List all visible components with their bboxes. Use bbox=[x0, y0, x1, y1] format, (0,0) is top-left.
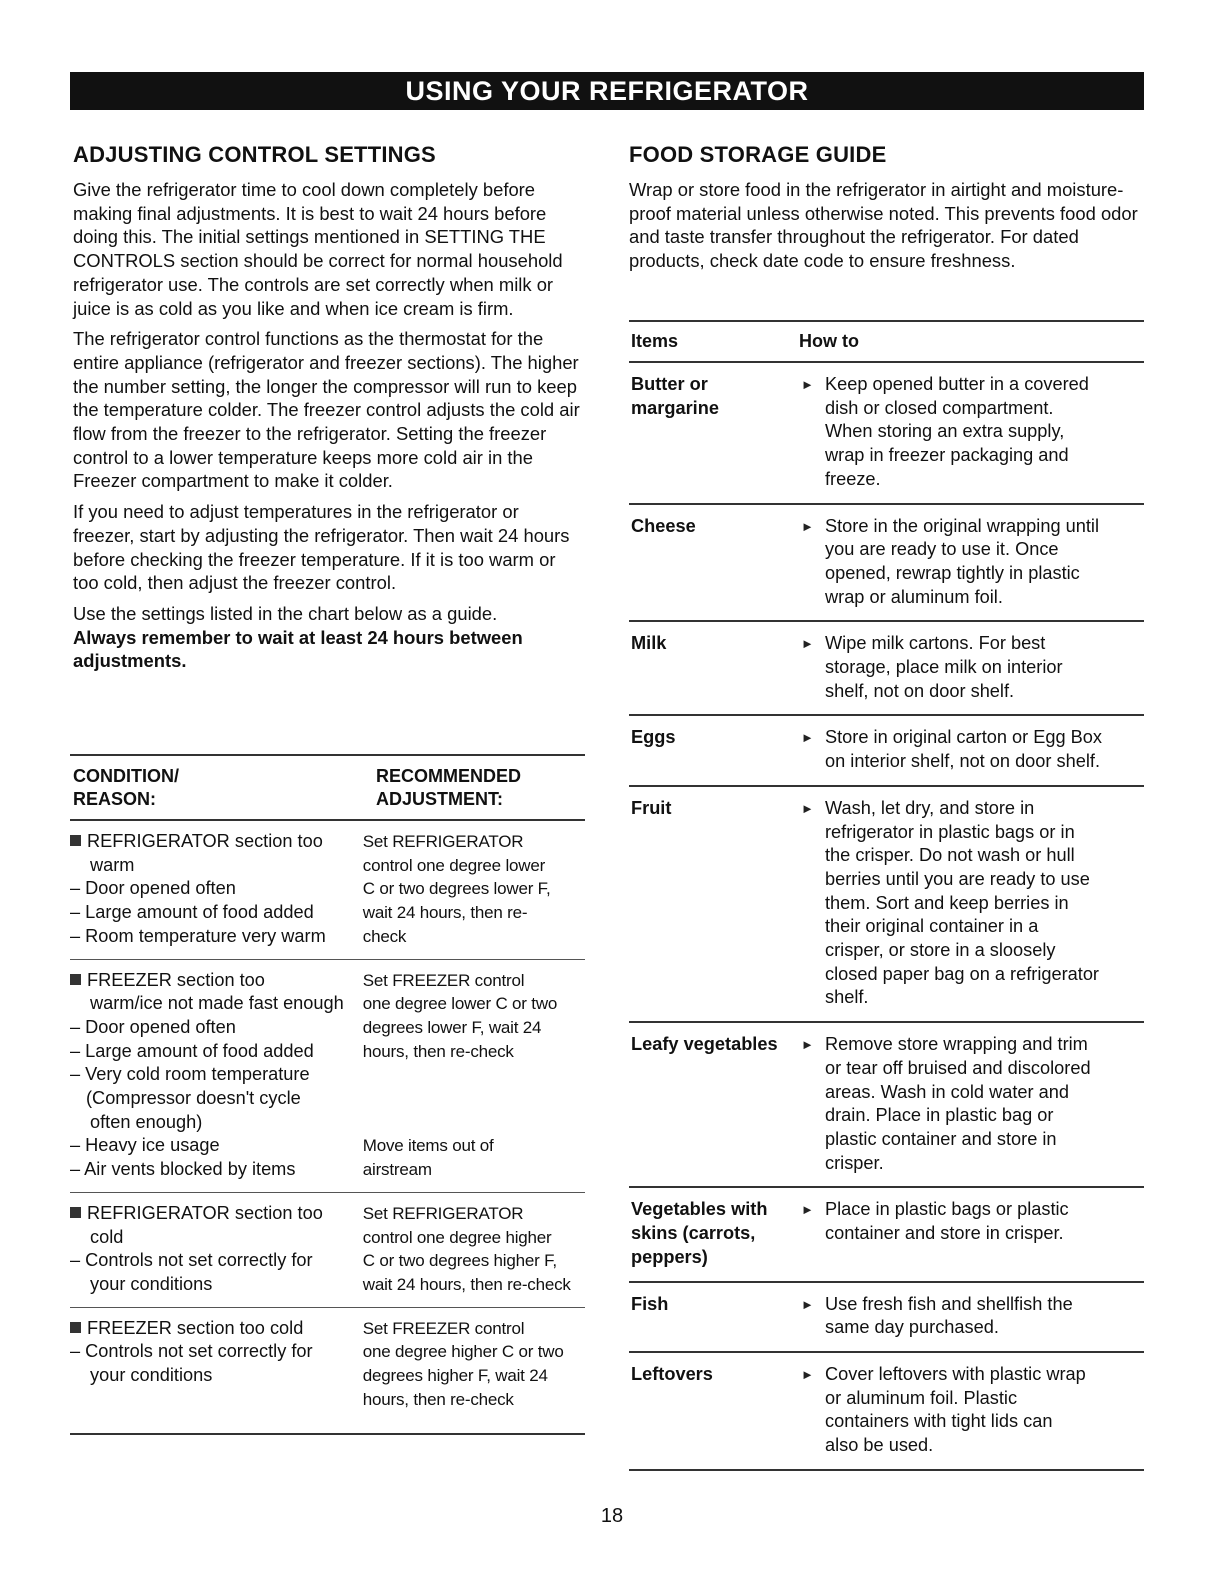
adjusting-bold-note: Always remember to wait at least 24 hours between adjustments. bbox=[73, 626, 523, 672]
adjusting-heading: ADJUSTING CONTROL SETTINGS bbox=[73, 142, 436, 167]
reason: your conditions bbox=[90, 1365, 213, 1386]
adjustment-text: degrees lower F, wait 24 bbox=[362, 1017, 542, 1037]
storage-instruction: Store in the original wrapping until bbox=[825, 515, 1099, 536]
storage-instruction: Use fresh fish and shellfish the bbox=[825, 1293, 1073, 1314]
adjusting-paragraph: The refrigerator control functions as the thermostat for the entire appliance (refrigerator and freezer sections). The higher the number setting, the longer the compressor will run to keep the temperature colder. The freezer control adjusts the cold air flow from the freezer to the refrigerator. Setting the freezer control to a lower temperature keeps more cold air in the Freezer compartment to make it colder. bbox=[73, 328, 580, 492]
adjustment-text: degrees higher F, wait 24 bbox=[362, 1366, 548, 1386]
storage-item-name: Milk bbox=[631, 633, 667, 654]
adjustment-text: wait 24 hours, then re- bbox=[362, 903, 528, 923]
storage-instruction: crisper, or store in a sloosely bbox=[825, 940, 1056, 961]
adjustment-text: control one degree lower bbox=[362, 855, 546, 875]
storage-row bbox=[629, 787, 1144, 1021]
storage-instruction: crisper. bbox=[825, 1152, 884, 1173]
storage-instruction: their original container in a bbox=[825, 916, 1039, 937]
adjusting-paragraph: Give the refrigerator time to cool down completely before making final adjustments. It is best to wait 24 hours before doing this. The initial settings mentioned in SETTING THE CONTROLS section should be correct for normal household refrigerator use. The controls are set correctly when milk or juice is as cold as you like and when ice cream is firm. bbox=[73, 179, 563, 319]
adjustment-text: C or two degrees lower F, bbox=[362, 879, 551, 899]
adjustment-text: C or two degrees higher F, bbox=[362, 1251, 557, 1271]
storage-instruction: wrap in freezer packaging and bbox=[825, 445, 1069, 466]
storage-instruction: refrigerator in plastic bags or in bbox=[825, 821, 1075, 842]
condition-title: REFRIGERATOR section too bbox=[87, 1202, 323, 1223]
storage-instruction: shelf. bbox=[825, 987, 869, 1008]
reason: your conditions bbox=[90, 1273, 213, 1294]
header-items: Items bbox=[631, 331, 679, 351]
storage-instruction: Wipe milk cartons. For best bbox=[825, 633, 1046, 654]
adjustment-text: airstream bbox=[362, 1160, 432, 1180]
reason: often enough) bbox=[90, 1111, 203, 1132]
arrow-bullet-icon: ► bbox=[801, 800, 814, 816]
storage-instruction: wrap or aluminum foil. bbox=[825, 586, 1003, 607]
adjustment-text: wait 24 hours, then re-check bbox=[362, 1274, 571, 1294]
page-banner: USING YOUR REFRIGERATOR bbox=[70, 72, 1144, 110]
storage-instruction: Keep opened butter in a covered bbox=[825, 374, 1089, 394]
storage-row bbox=[629, 1283, 1144, 1351]
adjusting-section bbox=[73, 142, 585, 673]
storage-item-name: Eggs bbox=[631, 727, 676, 748]
storage-instruction: Remove store wrapping and trim bbox=[825, 1034, 1088, 1055]
reason: – Heavy ice usage bbox=[70, 1135, 220, 1156]
header-reason: REASON: bbox=[73, 789, 157, 809]
storage-instruction: When storing an extra supply, bbox=[825, 421, 1065, 442]
storage-item-name: Fish bbox=[631, 1293, 669, 1314]
condition-title: REFRIGERATOR section too bbox=[87, 831, 323, 851]
adjustment-text: control one degree higher bbox=[362, 1227, 552, 1247]
header-recommended: RECOMMENDED bbox=[376, 766, 522, 786]
reason: – Door opened often bbox=[70, 1016, 236, 1037]
header-condition: CONDITION/ bbox=[73, 766, 179, 786]
adjustment-table-header bbox=[70, 756, 585, 819]
arrow-bullet-icon: ► bbox=[801, 1202, 814, 1218]
storage-instruction: dish or closed compartment. bbox=[825, 397, 1054, 418]
condition-title: cold bbox=[90, 1226, 124, 1247]
arrow-bullet-icon: ► bbox=[801, 730, 814, 746]
food-storage-section bbox=[629, 142, 1144, 280]
storage-item-name: Butter or bbox=[631, 374, 708, 394]
bullet-square-icon bbox=[70, 1207, 81, 1218]
condition-title: warm bbox=[90, 854, 135, 875]
reason: – Controls not set correctly for bbox=[70, 1250, 313, 1271]
storage-row bbox=[629, 505, 1144, 621]
adjustment-row bbox=[70, 821, 585, 959]
adjustment-text: Move items out of bbox=[362, 1136, 494, 1156]
adjustment-text: Set FREEZER control bbox=[362, 970, 525, 990]
adjusting-paragraph: Use the settings listed in the chart below as a guide. bbox=[73, 602, 498, 624]
storage-instruction: shelf, not on door shelf. bbox=[825, 680, 1015, 701]
food-storage-heading: FOOD STORAGE GUIDE bbox=[629, 142, 887, 167]
adjustment-table bbox=[70, 754, 585, 1435]
arrow-bullet-icon: ► bbox=[801, 518, 814, 534]
storage-instruction: Store in original carton or Egg Box bbox=[825, 727, 1103, 748]
reason: – Very cold room temperature bbox=[70, 1064, 310, 1085]
reason: – Large amount of food added bbox=[70, 902, 314, 923]
adjustment-text: hours, then re-check bbox=[362, 1041, 514, 1061]
storage-item-name: Vegetables with bbox=[631, 1199, 768, 1220]
adjustment-text: Set REFRIGERATOR bbox=[362, 832, 524, 851]
storage-instruction: container and store in crisper. bbox=[825, 1223, 1064, 1244]
bullet-square-icon bbox=[70, 835, 81, 846]
storage-item-name: peppers) bbox=[631, 1246, 708, 1267]
condition-title: warm/ice not made fast enough bbox=[90, 993, 344, 1014]
storage-item-name: skins (carrots, bbox=[631, 1223, 756, 1244]
arrow-bullet-icon: ► bbox=[801, 636, 814, 652]
arrow-bullet-icon: ► bbox=[801, 1366, 814, 1382]
storage-instruction: or tear off bruised and discolored bbox=[825, 1057, 1091, 1078]
storage-instruction: same day purchased. bbox=[825, 1317, 999, 1338]
storage-item-name: Cheese bbox=[631, 515, 696, 536]
page-number: 18 bbox=[600, 1505, 624, 1527]
adjustment-text: one degree lower C or two bbox=[362, 994, 558, 1014]
storage-instruction: berries until you are ready to use bbox=[825, 868, 1090, 889]
storage-row bbox=[629, 716, 1144, 784]
adjustment-text: check bbox=[362, 926, 407, 946]
storage-instruction: freeze. bbox=[825, 468, 881, 489]
adjusting-paragraph: If you need to adjust temperatures in the refrigerator or freezer, start by adjusting the refrigerator. Then wait 24 hours before checking the freezer temperature. If it is too warm or too cold, then adjust the freezer control. bbox=[73, 501, 570, 594]
header-adjustment: ADJUSTMENT: bbox=[376, 789, 504, 809]
storage-instruction: opened, rewrap tightly in plastic bbox=[825, 562, 1080, 583]
storage-instruction: containers with tight lids can bbox=[825, 1411, 1053, 1432]
storage-instruction: areas. Wash in cold water and bbox=[825, 1081, 1069, 1102]
condition-title: FREEZER section too bbox=[87, 969, 265, 990]
storage-table-header bbox=[629, 322, 1144, 361]
adjustment-row bbox=[70, 1193, 585, 1307]
arrow-bullet-icon: ► bbox=[801, 1037, 814, 1053]
storage-instruction: Place in plastic bags or plastic bbox=[825, 1199, 1069, 1220]
adjustment-row bbox=[70, 960, 585, 1192]
adjustment-text: hours, then re-check bbox=[362, 1389, 514, 1409]
reason: – Room temperature very warm bbox=[70, 925, 326, 946]
adjustment-text: Set REFRIGERATOR bbox=[362, 1203, 524, 1223]
bullet-square-icon bbox=[70, 974, 81, 985]
storage-row bbox=[629, 1023, 1144, 1186]
storage-instruction: also be used. bbox=[825, 1435, 934, 1456]
storage-instruction: or aluminum foil. Plastic bbox=[825, 1387, 1018, 1408]
storage-instruction: drain. Place in plastic bag or bbox=[825, 1105, 1054, 1126]
adjustment-row bbox=[70, 1308, 585, 1434]
storage-row bbox=[629, 363, 1144, 503]
storage-item-name: margarine bbox=[631, 397, 719, 418]
storage-instruction: Cover leftovers with plastic wrap bbox=[825, 1363, 1086, 1384]
storage-instruction: the crisper. Do not wash or hull bbox=[825, 845, 1075, 866]
storage-instruction: you are ready to use it. Once bbox=[825, 539, 1059, 560]
storage-instruction: them. Sort and keep berries in bbox=[825, 892, 1069, 913]
header-howto: How to bbox=[799, 331, 859, 351]
storage-row bbox=[629, 1188, 1144, 1280]
arrow-bullet-icon: ► bbox=[801, 377, 814, 392]
adjustment-text: Set FREEZER control bbox=[362, 1318, 525, 1338]
storage-instruction: plastic container and store in bbox=[825, 1128, 1057, 1149]
condition-title: FREEZER section too cold bbox=[87, 1317, 304, 1338]
storage-item-name: Leafy vegetables bbox=[631, 1034, 778, 1055]
arrow-bullet-icon: ► bbox=[801, 1296, 814, 1312]
storage-row bbox=[629, 622, 1144, 714]
food-storage-intro: Wrap or store food in the refrigerator in airtight and moisture-proof material unless otherwise noted. This prevents food odor and taste transfer throughout the refrigerator. For dated products, check date code to ensure freshness. bbox=[629, 179, 1138, 272]
storage-item-name: Fruit bbox=[631, 797, 672, 818]
bullet-square-icon bbox=[70, 1322, 81, 1333]
storage-table bbox=[629, 320, 1144, 1471]
reason: – Controls not set correctly for bbox=[70, 1341, 313, 1362]
storage-instruction: closed paper bag on a refrigerator bbox=[825, 963, 1099, 984]
storage-instruction: on interior shelf, not on door shelf. bbox=[825, 751, 1100, 772]
reason: (Compressor doesn't cycle bbox=[86, 1088, 301, 1109]
reason: – Large amount of food added bbox=[70, 1040, 314, 1061]
storage-item-name: Leftovers bbox=[631, 1363, 713, 1384]
storage-instruction: Wash, let dry, and store in bbox=[825, 797, 1035, 818]
adjustment-text: one degree higher C or two bbox=[362, 1342, 564, 1362]
reason: – Door opened often bbox=[70, 878, 236, 899]
storage-instruction: storage, place milk on interior bbox=[825, 657, 1063, 678]
reason: – Air vents blocked by items bbox=[70, 1159, 296, 1180]
storage-row bbox=[629, 1353, 1144, 1469]
